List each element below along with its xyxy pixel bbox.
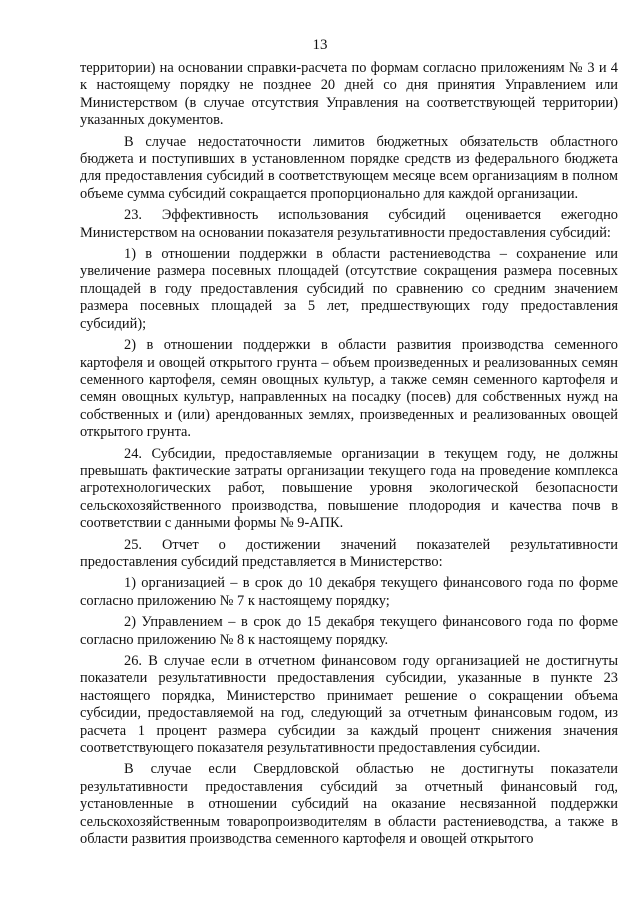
paragraph-item-24: 24. Субсидии, предоставляемые организации в текущем году, не должны превышать фактические затраты организации текущего года на проведение комплекса агротехнологических работ, повышение уровня экологической безопасности сельскохозяйственного производства, повышение плодородия и качества почв в соответствии с данными формы № 9-АПК. — [80, 445, 618, 532]
paragraph-item-23-1: 1) в отношении поддержки в области растениеводства – сохранение или увеличение размера посевных площадей (отсутствие сокращения размера посевных площадей в году предоставления субсидий по сравнению со средним значением размера посевных площадей за 5 лет, предшествующих году предоставления субсидий); — [80, 246, 618, 332]
paragraph-item-26: 26. В случае если в отчетном финансовом году организацией не достигнуты показатели результативности предоставления субсидии, указанные в пункте 23 настоящего порядка, Министерство принимает решение о сокращении объема субсидии, предоставляемой на год, следующий за отчетным финансовым годом, из расчета 1 процент размера субсидии за каждый процент снижения значения соответствующего показателя результативности предоставления субсидии. — [80, 653, 618, 757]
paragraph-item-25-1: 1) организацией – в срок до 10 декабря текущего финансового года по форме согласно приложению № 7 к настоящему порядку; — [80, 575, 618, 609]
paragraph-item-25-2: 2) Управлением – в срок до 15 декабря текущего финансового года по форме согласно приложению № 8 к настоящему порядку. — [80, 614, 618, 648]
paragraph-item-23-2: 2) в отношении поддержки в области развития производства семенного картофеля и овощей открытого грунта – объем произведенных и реализованных семян семенного картофеля, семян овощных культур, а также семян семенного картофеля и семян овощных культур, направленных на посадку (посев) для собственных нужд на собственных и (или) арендованных землях, произведенных и реализованных овощей открытого грунта. — [80, 337, 618, 441]
paragraph-item-23: 23. Эффективность использования субсидий оценивается ежегодно Министерством на основании показателя результативности предоставления субсидий: — [80, 207, 618, 241]
paragraph-item-26-continued: В случае если Свердловской областью не достигнуты показатели результативности предоставления субсидий за отчетный финансовый год, установленные в отношении субсидий на оказание несвязанной поддержки сельскохозяйственным товаропроизводителям в области растениеводства, а также в области развития производства семенного картофеля и овощей открытого — [80, 761, 618, 848]
paragraph-item-25: 25. Отчет о достижении значений показателей результативности предоставления субсидий представляется в Министерство: — [80, 536, 618, 570]
paragraph-budget-shortfall: В случае недостаточности лимитов бюджетных обязательств областного бюджета и поступивших в установленном порядке средств из федерального бюджета для предоставления субсидий в соответствующем месяце всем организациям в полном объеме сумма субсидий сокращается пропорционально для каждой организации. — [80, 133, 618, 202]
document-body — [80, 60, 618, 852]
paragraph-continuation: территории) на основании справки-расчета по формам согласно приложениям № 3 и 4 к настоящему порядку не позднее 20 дней со дня принятия Управлением или Министерством (в случае отсутствия Управления на соответствующей территории) указанных документов. — [80, 60, 618, 129]
page-number: 13 — [312, 37, 328, 53]
